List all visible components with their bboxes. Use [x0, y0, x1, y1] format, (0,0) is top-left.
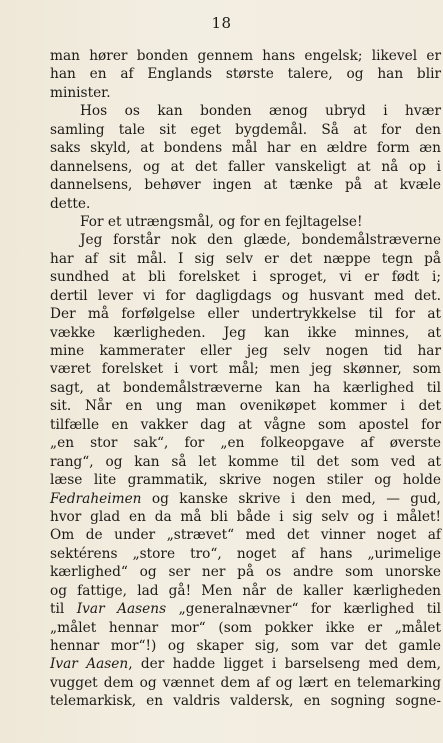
text-line: hvor glad en da må bli både i sig selv og i målet! [50, 508, 441, 525]
text-line: For et utrængsmål, og for en fejltagelse! [80, 213, 363, 230]
text-line: man hører bonden gennem hans engelsk; likevel er [50, 48, 441, 64]
page-number: 18 [211, 14, 232, 32]
text-line: „målet hennar mor“ (som pokker ikke er „målet [50, 619, 441, 636]
text-line: hennar mor“!) og skaper sig, som var det gamle [50, 638, 441, 654]
text-line: tilfælle en vakker dag at vågne som apostel for [50, 416, 441, 433]
text-line: sit. Når en ung man ovenikøpet kommer i det [50, 398, 441, 415]
text-line: saks skyld, at bondens mål har en ældre form æn [50, 140, 441, 157]
text-line: Der må forfølgelse eller undertrykkelse til for at [50, 306, 441, 323]
text-line: dannelsens, og at det faller vanskeligt at nå op i [50, 158, 441, 175]
text-line: har af sit mål. I sig selv er det næppe tegn på [50, 250, 441, 267]
text-line: „en stor sak“, for „en folkeopgave af øverste [50, 435, 441, 452]
text-line: minister. [50, 84, 111, 101]
text-line: telemarkisk, en valdris valdersk, en sogning sogne- [50, 693, 441, 710]
text-line: dannelsens, behøver ingen at tænke på at kvæle [50, 177, 441, 194]
body-text [50, 47, 441, 711]
text-line: samling tale sit eget bygdemål. Så at for den [50, 121, 441, 138]
text-line: vugget dem og vænnet dem af og lært en telemarking [50, 674, 441, 691]
text-line: Jeg forstår nok den glæde, bondemålstræverne [80, 232, 441, 249]
text-line: sektérens „store tro“, noget af hans „urimelige [50, 545, 441, 562]
text-line: læse lite grammatik, skrive nogen stiler og holde [50, 472, 441, 489]
text-line: sundhed at bli forelsket i sproget, vi er født i; [50, 269, 441, 286]
text-line: sagt, at bondemålstræverne kan ha kærlighed til [50, 379, 441, 396]
text-line: og fattige, lad gå! Men når de kaller kærligheden [50, 582, 441, 599]
text-line: Hos os kan bonden ænog ubryd i hvær [80, 103, 441, 120]
text-line: til Ivar Aasens „generalnævner“ for kærlighed til [50, 601, 442, 618]
text-line: Fedraheimen og kanske skrive i den med, — gud, [50, 490, 441, 507]
text-line: mine kammerater eller jeg selv nogen tid har [50, 343, 441, 359]
text-line: vække kærligheden. Jeg kan ikke minnes, at [50, 324, 441, 341]
text-line: kærlighed“ og ser ner på os andre som unorske [50, 564, 441, 581]
text-line: Om de under „strævet“ med det vinner noget af [50, 527, 441, 544]
text-line: rang“, og kan så let komme til det som ved at [50, 453, 441, 470]
text-line: Ivar Aasen, der hadde ligget i barselseng med dem, [50, 656, 441, 673]
text-line: han en af Englands største talere, og han blir [50, 66, 441, 83]
text-line: dertil lever vi for dagligdags og husvant med det. [50, 287, 441, 304]
text-line: dette. [50, 195, 91, 212]
text-line: været forelsket i vort mål; men jeg skønner, som [50, 361, 441, 378]
